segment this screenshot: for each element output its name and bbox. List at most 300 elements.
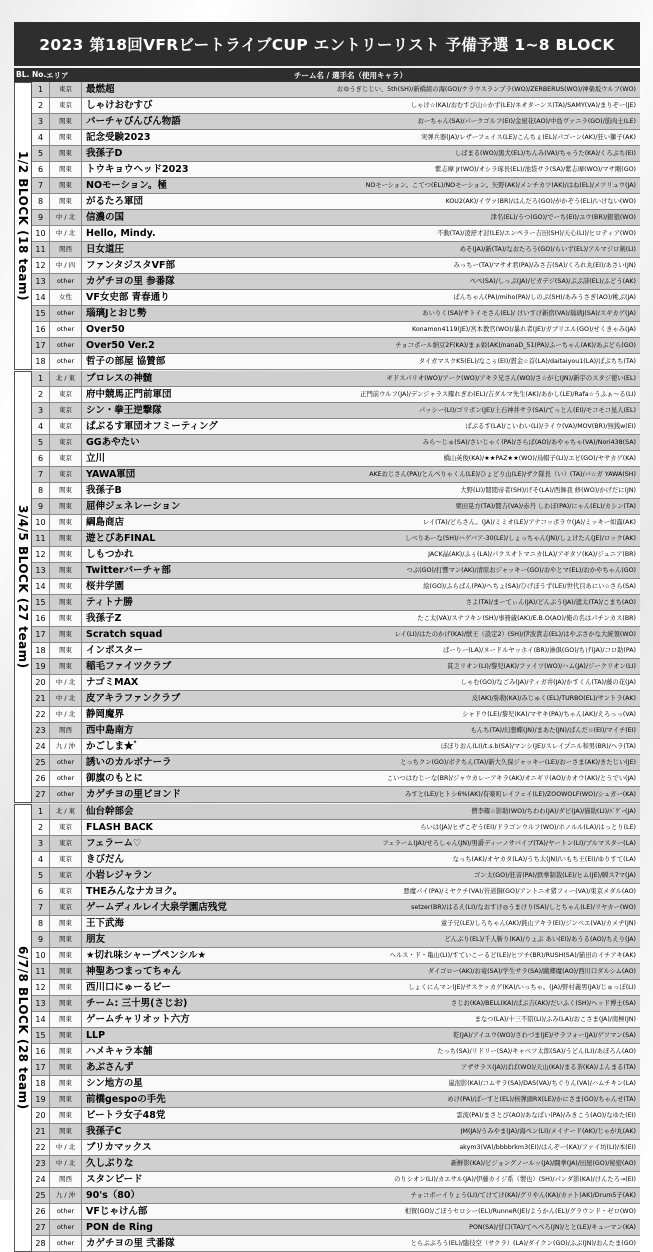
block-3 [14, 804, 640, 1252]
team-name: パーチャぴんぴん物語 [86, 116, 181, 127]
team-name: ゲームチャリオット六方 [86, 1014, 190, 1025]
table-row [32, 707, 640, 723]
block-label [14, 371, 32, 803]
row-number: 21 [32, 1124, 50, 1139]
table-row [32, 996, 640, 1012]
table-row [32, 1076, 640, 1092]
table-row [32, 1028, 640, 1044]
player-list: 大野(LI)/閲閲帝者(SH)/げそ(LA)/西舞我 修(WO)/かげだに(JN) [460, 487, 636, 494]
block-2 [14, 371, 640, 803]
table-row [32, 114, 640, 130]
row-number: 17 [32, 627, 50, 642]
team-name: 信濃の国 [86, 212, 125, 223]
row-area: 東京 [50, 82, 82, 97]
player-list: 童子兄(LE)/しろちゃん(AK)/鈍山アキラ(EI)/ジンベエ(VA)/カメヂ(JN) [440, 920, 636, 927]
row-area: 関東 [50, 996, 82, 1011]
table-row [32, 787, 640, 803]
team-name: カゲチヨの里ビヨンド [86, 789, 182, 800]
table-row [32, 178, 640, 194]
player-list: めそ(JA)/新(TA)/なおたろう(GO)/らいず(EL)/アルマジロ剣(LI) [459, 246, 636, 253]
row-area: 関東 [50, 579, 82, 594]
team-name: 仙台幹部会 [86, 806, 134, 817]
player-list: まなつ(LA)/十三不陪(LI)/ふみ(LA)/おこさま(JA)/南極(JN) [474, 1016, 636, 1023]
table-row [32, 338, 640, 354]
player-list: チョコボーイりょう(LI)/てけてけ(KA)/グリやん(KA)/カァト(AK)/Drum5子(AK) [410, 1192, 636, 1199]
team-name: PON de Ring [86, 1222, 153, 1233]
team-name: Over50 Ver.2 [86, 340, 155, 351]
row-number: 10 [32, 948, 50, 963]
row-area: 関東 [50, 547, 82, 562]
player-list: AKEおじさん(PA)/とんぺりゃくん(LE)/ひょどり山(LE)/ザク隊長（い）(TA)/バ☆ガ YAWA(SH) [369, 471, 636, 478]
team-name: トウキョウヘッド2023 [86, 164, 189, 175]
table-row [32, 306, 640, 322]
table-row [32, 611, 640, 627]
player-list: タイガマスクK5(EL)/なこぅ(EI)/貫金☆首(LA)/daitaiyou1(LA)/ぱぷちち(TA) [418, 358, 636, 365]
row-number: 6 [32, 162, 50, 177]
row-area: other [50, 354, 82, 369]
table-row [32, 242, 640, 258]
row-area: 関東 [50, 1108, 82, 1123]
table-row [32, 226, 640, 242]
table-row [32, 371, 640, 387]
table-row [32, 691, 640, 707]
team-name: 西川口にゅーるビー [86, 982, 171, 993]
table-row [32, 210, 640, 226]
player-list: みっちー(TA)/マサオ君(PA)/みさ吉(SA)/くろれ丸(EI)/あさい(JN) [453, 262, 636, 269]
player-list: 相賀(GO)/ごぼうセロシー(EL)/RunneR(JE)/ようかん(EL)/グラウンド・ゼロ(WO) [404, 1208, 636, 1215]
row-number: 8 [32, 194, 50, 209]
row-area: 東京 [50, 900, 82, 915]
player-list: ダイゴロー(AK)/お竜(SA)/学生サラ(SA)/蹴郷魔(AO)/西川口ダルシム(AO) [427, 968, 636, 975]
block-label-text: 1/2 BLOCK (18 team) [16, 151, 30, 301]
row-number: 17 [32, 338, 50, 353]
table-row [32, 403, 640, 419]
row-number: 7 [32, 900, 50, 915]
player-list: ぱんちゃん(PA)/miho(PA)/しのぶ(SH)/あみうさぎ(AO)/桃ぷ(JA) [453, 294, 636, 301]
row-area: 東京 [50, 435, 82, 450]
row-number: 1 [32, 804, 50, 819]
player-list: チョコボール納豆2F(KA)/まぁ姫(AK)/nanaD_51(PA)/ふーちゃん(AK)/あぶどら(GO) [395, 342, 636, 349]
row-area: 九 / 沖 [50, 1188, 82, 1203]
table-row [32, 1188, 640, 1204]
table-row [32, 579, 640, 595]
table-row [32, 451, 640, 467]
team-name: 最燃超 [86, 84, 115, 95]
row-number: 6 [32, 451, 50, 466]
table-row [32, 467, 640, 483]
team-name: FLASH BACK [86, 822, 153, 833]
player-list: 雲流(PA)/まさとび(AO)/あなぱい(PA)/みきこう(AO)/なゆた(EI) [456, 1112, 636, 1119]
player-list: 嵐泡影(KA)/コムサラ(SA)/DAS(VA)/ちぐりん(VA)/ハムチキン(LA) [448, 1080, 636, 1087]
team-name: 西中島南方 [86, 725, 134, 736]
row-number: 14 [32, 290, 50, 305]
team-name: 90's（80） [86, 1190, 141, 1201]
team-name: しゃけおむすび [86, 100, 153, 111]
table-row [32, 1236, 640, 1252]
row-area: 関東 [50, 1060, 82, 1075]
row-number: 3 [32, 836, 50, 851]
player-list: もんち(TA)/幻想蝶(JN)/まあた(JN)/ばんだ☆(EI)/マイチ(EI) [470, 727, 636, 734]
team-name: VF女史部 青春通り [86, 292, 170, 303]
table-row [32, 1044, 640, 1060]
player-list: あいりく(SA)/サトイモさん(EL)/ けいすけ新宿(VA)/瑙璃J(SA)/スギカゲ(JA) [422, 310, 636, 317]
row-area: 東京 [50, 868, 82, 883]
player-list: しばまる(WO)/黒犬(EL)/ちんみ(VA)/ちゃうた(KA)/くろぶち(EI) [454, 150, 636, 157]
row-number: 8 [32, 483, 50, 498]
row-area: 関東 [50, 916, 82, 931]
row-area: other [50, 1220, 82, 1235]
table-row [32, 1092, 640, 1108]
player-list: 橋山英俊(KA)/★★PAZ★★(WO)/烏帽子(LI)/エビ(GO)/ヤサカゲ(KA) [443, 455, 636, 462]
table-row [32, 884, 640, 900]
row-number: 13 [32, 563, 50, 578]
row-number: 7 [32, 467, 50, 482]
player-list: らいは(JA)/ヒザこぞう(EI)/ドラゴンウルフ(WO)/ホノルル(LA)/はっとり(LE) [420, 824, 636, 831]
team-name: 日女道圧 [86, 244, 125, 255]
row-area: 東京 [50, 884, 82, 899]
table-row [32, 1012, 640, 1028]
player-list: 乾(JA)/アイユウ(WO)/さわづま(JE)/サラフォー(JA)/ゲツマン(SA) [453, 1032, 636, 1039]
table-row [32, 836, 640, 852]
team-name: Hello, Mindy. [86, 228, 156, 239]
row-number: 5 [32, 868, 50, 883]
table-row [32, 1156, 640, 1172]
player-list: 悪魔パイ(PA)/ミヤクチ(VA)/苔道銅(GO)/アントニオ猪フィー(VA)/東京メダル(AO) [403, 888, 636, 895]
table-row [32, 274, 640, 290]
table-row [32, 483, 640, 499]
table-row [32, 675, 640, 691]
team-name: 府中競馬正門前軍団 [86, 389, 172, 400]
table-row [32, 387, 640, 403]
page-title-text: 2023 第18回VFRビートライブCUP エントリーリスト 予備予選 1~8 BLOCK [39, 36, 615, 54]
row-number: 16 [32, 322, 50, 337]
row-area: 関東 [50, 1124, 82, 1139]
player-list: 貧乏リオン(LI)/黎児(AK)/ファイツ(WO)/ハム(JA)/ジークリオン(LI) [447, 663, 636, 670]
team-name: ビートラ女子48党 [86, 1110, 166, 1121]
row-number: 24 [32, 739, 50, 754]
row-area: other [50, 771, 82, 786]
team-name: 我孫子D [86, 148, 123, 159]
row-number: 22 [32, 1140, 50, 1155]
row-number: 26 [32, 771, 50, 786]
row-number: 10 [32, 515, 50, 530]
row-number: 1 [32, 82, 50, 97]
row-area: 女性 [50, 290, 82, 305]
team-name: 久しぶりな [86, 1158, 134, 1169]
row-number: 4 [32, 130, 50, 145]
player-list: みら～じゅ(SA)/さいじゃく(PA)/さらば(AO)/あやゃちゃ(VA)/Nori438(SA) [422, 439, 636, 446]
row-area: 関東 [50, 595, 82, 610]
team-name: 我孫子Z [86, 613, 122, 624]
team-name: NOモーション。極 [86, 180, 168, 191]
team-name: 我孫子C [86, 1126, 122, 1137]
team-name: Over50 [86, 324, 125, 335]
team-name: ★切れ味シャープペンシル★ [86, 950, 207, 961]
row-area: 東京 [50, 852, 82, 867]
row-number: 12 [32, 258, 50, 273]
row-number: 7 [32, 178, 50, 193]
row-number: 3 [32, 114, 50, 129]
team-name: カゲチヨの里 参番隊 [86, 276, 175, 287]
block-label [14, 82, 32, 370]
table-row [32, 146, 640, 162]
player-list: ギドスパリオ(WO)/アーク(WO)/アキラ兄さん(WO)/さ☆が七(JN)/新宇のスタジ使い(EL) [386, 375, 636, 382]
team-name: プロレスの神髄 [86, 373, 153, 384]
table-row [32, 1220, 640, 1236]
table-row [32, 419, 640, 435]
player-list: レイ(TA)/どらさん。(JA)/ミミオ(LE)/アナコッボラウ(JA)/ミッキー如露(AK) [422, 519, 636, 526]
row-number: 9 [32, 499, 50, 514]
row-number: 26 [32, 1204, 50, 1219]
header-area: エリア [46, 71, 69, 80]
team-name: ぱぶるす軍団オフミーティング [86, 421, 218, 432]
team-name: Twitterバーチャ部 [86, 565, 171, 576]
row-number: 3 [32, 403, 50, 418]
row-area: 関東 [50, 130, 82, 145]
team-name: 屈伸ジェネレーション [86, 501, 181, 512]
row-area: 関東 [50, 563, 82, 578]
row-area: 中 / 北 [50, 707, 82, 722]
table-row [32, 804, 640, 820]
table-row [32, 852, 640, 868]
player-list: ぱーりー(LA)/ヌードルヤッホイ(BR)/淋俱(GO)/ちげ(JA)/コロ助(PA) [443, 647, 636, 654]
row-area: other [50, 322, 82, 337]
player-list: 不動(TA)/凌舒才討(LE)/エンペラー吉田(SH)/天心(LI)/ヒロティア(WO) [437, 230, 636, 237]
team-name: ゲームディルレイ大泉学園店残党 [86, 902, 227, 913]
team-name: スタンピード [86, 1174, 143, 1185]
player-list: おーちゃん(SA)/パークゴルフ(EI)/金屋花(AO)/中島ヴァニラ(GO)/筋肉土(LE) [417, 118, 636, 125]
player-list: どんぶり(EL)/千人斬り(KA)/りょぶ あい(EI)/あうる(AO)/ちえり(JA) [444, 936, 636, 943]
team-name: 皮アキラファンクラブ [86, 693, 181, 704]
player-list: めけ(PA)/ぱーすと(EL)/核弾頭RX(LE)/かにさま(GO)/ちゃんせ(TA) [447, 1096, 636, 1103]
row-area: 関東 [50, 932, 82, 947]
player-list: たこ太(VA)/スナフキン(SH)/事務蔵(AK)/E.B.O(AO)/俺の名はパチンカス(BR) [417, 615, 636, 622]
team-name: VFじゃけん部 [86, 1206, 148, 1217]
row-area: 関東 [50, 627, 82, 642]
table-row [32, 82, 640, 98]
player-list: たっち(SA)/リドリー(SA)/キャベツ太郎(SA)/うどん(LI)/あぼろん(AO) [437, 1048, 636, 1055]
row-area: 北 / 東 [50, 371, 82, 386]
player-list: 栗田晃方(TA)/閲吉(VA)/赤丹 しわぼ(PA)/にゃん(EL)/カシン(TA) [455, 503, 636, 510]
player-list: しゃむ(GO)/なごみ(JA)/ティガ井(JA)/かすくん(TA)/藤の花(JA) [460, 679, 636, 686]
table-row [32, 820, 640, 836]
row-area: 東京 [50, 403, 82, 418]
player-list: 新鮮影(KA)/ビジョングノールッ(JA)/闘拳(JA)/田屋(GO)/秘密(AO) [450, 1160, 636, 1167]
team-name: 小岩レジャラン [86, 870, 153, 881]
row-number: 15 [32, 306, 50, 321]
team-name: 桜井学園 [86, 581, 125, 592]
entry-table [14, 82, 640, 1249]
row-area: other [50, 274, 82, 289]
team-name: ファンタジスタVF部 [86, 260, 175, 271]
row-number: 16 [32, 1044, 50, 1059]
row-area: 関東 [50, 1028, 82, 1043]
player-list: ぺぺ(SA)/しっぷ(JA)/ピガデジ(SA)/ぷぷ詩(EL)/ふどう(AK) [469, 278, 636, 285]
row-area: 東京 [50, 820, 82, 835]
row-number: 6 [32, 884, 50, 899]
row-number: 9 [32, 932, 50, 947]
team-name: カゲチヨの里 弐番隊 [86, 1238, 175, 1249]
table-row [32, 515, 640, 531]
team-name: あぶさんず [86, 1062, 134, 1073]
team-name: シン地方の星 [86, 1078, 143, 1089]
row-number: 11 [32, 242, 50, 257]
row-number: 4 [32, 852, 50, 867]
team-name: 静岡魔界 [86, 709, 125, 720]
row-area: 関東 [50, 515, 82, 530]
team-name: 御旗のもとに [86, 773, 144, 784]
row-area: 関西 [50, 1172, 82, 1187]
row-area: 中 / 北 [50, 226, 82, 241]
row-area: 関東 [50, 162, 82, 177]
table-header [14, 68, 640, 82]
row-area: 関西 [50, 723, 82, 738]
player-list: 皮(AK)/弥勒(KA)/みじゅく(EL)/TURBO(EL)/サントラ(AK) [471, 695, 636, 702]
row-number: 13 [32, 996, 50, 1011]
row-area: 関東 [50, 114, 82, 129]
table-row [32, 659, 640, 675]
table-row [32, 948, 640, 964]
row-number: 25 [32, 1188, 50, 1203]
row-number: 18 [32, 643, 50, 658]
table-row [32, 1172, 640, 1188]
row-area: 関東 [50, 980, 82, 995]
player-list: 実弾兵器(JA)/レザーフェイス(LE)/こんちぇ(EL)/パゴーン(AK)/狂い獅子(AK) [421, 134, 636, 141]
table-row [32, 354, 640, 370]
player-list: フェラーム(JA)/せろしゃん(JN)/男爵ディーノサバイブ(TA)/ヤートン(LI)/ブルマスター(LA) [382, 840, 636, 847]
row-area: 関東 [50, 1076, 82, 1091]
row-number: 5 [32, 146, 50, 161]
row-area: 関東 [50, 1012, 82, 1027]
player-list: おゆうぎじじい、5th(SH)/新橋組の海(GO)/ケラウスランプラ(WO)/ZERBERUS(WO)/神楽坂ウルフ(WO) [336, 86, 636, 93]
row-area: 関東 [50, 499, 82, 514]
row-number: 28 [32, 1236, 50, 1251]
row-number: 9 [32, 210, 50, 225]
player-list: とっちクン(GO)/ポテちん(TA)/新大久保ジャッキー(LE)/おーさま(AK)/きたじい(JE) [400, 759, 636, 766]
team-name: フェラーム♡ [86, 838, 142, 849]
row-number: 2 [32, 98, 50, 113]
player-list: とらぶぶろう(EL)/臨技空（サクラ）(LA)/ダイクン(GO)/ふぶ(JN)/おんたま(GO) [410, 1240, 636, 1247]
row-area: 関東 [50, 194, 82, 209]
row-area: 北 / 東 [50, 804, 82, 819]
table-row [32, 900, 640, 916]
row-area: 中 / 北 [50, 675, 82, 690]
row-number: 15 [32, 595, 50, 610]
player-list: ヘルス・ド・亀山(LI)/すていこーるど(LE)/ヒツチ(BR)/RUSH(SA)/猫田のイチアキ(AK) [389, 952, 636, 959]
row-area: 中 / 北 [50, 1140, 82, 1155]
player-list: ぼぼりおん(LI)/t.s.b(SA)/マンシ(JE)/スレイプニル和男(BR)/ヘラ(TA) [440, 743, 636, 750]
row-number: 2 [32, 820, 50, 835]
row-number: 20 [32, 675, 50, 690]
row-number: 23 [32, 1156, 50, 1171]
row-number: 25 [32, 755, 50, 770]
row-area: 東京 [50, 467, 82, 482]
player-list: 僧李耀☆影助(WO)/ちわわ(JA)/ダビ(JA)/猫助(LI)/ﾊﾞｸﾞｰ(JA) [471, 808, 636, 815]
team-name: きびだん [86, 854, 125, 865]
team-name: LLP [86, 1030, 106, 1041]
header-team: チーム名 / 選手名（使用キャラ） [294, 71, 407, 80]
player-list: setzer(BR)/はるえ(LI)/なおすけ◎うまけり(SA)/しとちゃん(LE)/リヤカー(WO) [411, 904, 636, 911]
table-row [32, 258, 640, 274]
player-list: JM(JA)/うみやま(JA)/海ぺン(LI)/メイナード(AK)/じゃが丸(AK) [460, 1128, 636, 1135]
block-1 [14, 82, 640, 370]
team-name: 稲毛ファイツクラブ [86, 661, 172, 672]
table-row [32, 755, 640, 771]
row-number: 27 [32, 787, 50, 802]
team-name: ナゴミMAX [86, 677, 139, 688]
row-number: 21 [32, 691, 50, 706]
team-name: インポスター [86, 645, 144, 656]
player-list: しべりあーな(SH)/ハゲバア-30(LE)/しょっちゃん(JN)/しょけたん(JE)/ロック(AK) [404, 535, 636, 542]
row-area: other [50, 338, 82, 353]
row-number: 15 [32, 1028, 50, 1043]
row-area: other [50, 755, 82, 770]
table-row [32, 547, 640, 563]
row-area: 関東 [50, 611, 82, 626]
table-row [32, 964, 640, 980]
row-number: 4 [32, 419, 50, 434]
team-name: Scratch squad [86, 629, 163, 640]
row-number: 23 [32, 723, 50, 738]
row-area: 関東 [50, 1044, 82, 1059]
player-list: 津名(EL)/うつ(GO)/でーち(EI)/ユウ(BR)/銀狼(WO) [490, 214, 636, 221]
team-name: 王下武海 [86, 918, 125, 929]
row-number: 5 [32, 435, 50, 450]
row-number: 1 [32, 371, 50, 386]
block-label-text: 3/4/5 BLOCK (27 team) [16, 505, 30, 669]
table-row [32, 563, 640, 579]
team-name: YAWA軍団 [86, 469, 136, 480]
player-list: しょくにんマン(JE)/サスケッカゲ(KA)/いっちゃ。(JA)/野村義男(JA)/じゅっぽ(LI) [408, 984, 636, 991]
player-list: みすと(LE)/ヒトシ6%(AK)/有楽町レイフェイ(LE)/ZOOWOLF(WO)/シュガー(KA) [405, 791, 636, 798]
row-area: 関東 [50, 1092, 82, 1107]
row-number: 14 [32, 579, 50, 594]
row-area: 九 / 沖 [50, 739, 82, 754]
team-name: 哲子の部屋 協贊部 [86, 356, 166, 367]
table-row [32, 531, 640, 547]
team-name: 誘いのカルボナーラ [86, 757, 172, 768]
row-number: 19 [32, 1092, 50, 1107]
table-row [32, 98, 640, 114]
table-row [32, 162, 640, 178]
team-name: チーム: 三十男(さじお) [86, 998, 188, 1009]
player-list: こいつはむじーな(BR)/ジャウカレーアキラ(AK)/オニギリ(AO)/カオウ(AK)/とうでい(JA) [386, 775, 636, 782]
table-row [32, 435, 640, 451]
row-number: 20 [32, 1108, 50, 1123]
team-name: 記念受験2023 [86, 132, 151, 143]
row-number: 13 [32, 274, 50, 289]
table-row [32, 1060, 640, 1076]
team-name: がるたろ軍団 [86, 196, 144, 207]
player-list: なっち(AK)/オヤカタ(LA)/うち太(JN)/いもち王(EI)/ゆりすて(LA) [452, 856, 636, 863]
table-row [32, 916, 640, 932]
player-list: レイ(LI)/はたのかげ(KA)/獣王（設定2）(SH)/伊波貴志(EL)/はやぷさかな大統領(WO) [394, 631, 636, 638]
row-area: 関東 [50, 531, 82, 546]
team-name: THEみんなナカヨク。 [86, 886, 183, 897]
team-name: 前橋gespoの手先 [86, 1094, 166, 1105]
player-list: しゃけ☆(KA)/おむすび山☆かず(LE)/ネオターンス(TA)/SAMY(VA)/まりぞー(JE) [410, 102, 636, 109]
team-name: 遊とびあFINAL [86, 533, 156, 544]
team-name: ブリカマックス [86, 1142, 152, 1153]
player-list: さじお(KA)/BELL(KA)/ぱぶ吉(AK)/だいふく(SH)/ヘッド博士(SA) [450, 1000, 636, 1007]
header-bl-no: BL. No. [16, 70, 47, 79]
team-name: 我孫子B [86, 485, 122, 496]
row-area: 関東 [50, 964, 82, 979]
row-area: 関東 [50, 146, 82, 161]
player-list: KOU2(AK)/イヴァ(BR)/はんだろ(GO)/がかぞう(EL)/いけない(WO) [445, 198, 636, 205]
table-row [32, 290, 640, 306]
team-name: ハメキャラ本舗 [86, 1046, 153, 1057]
